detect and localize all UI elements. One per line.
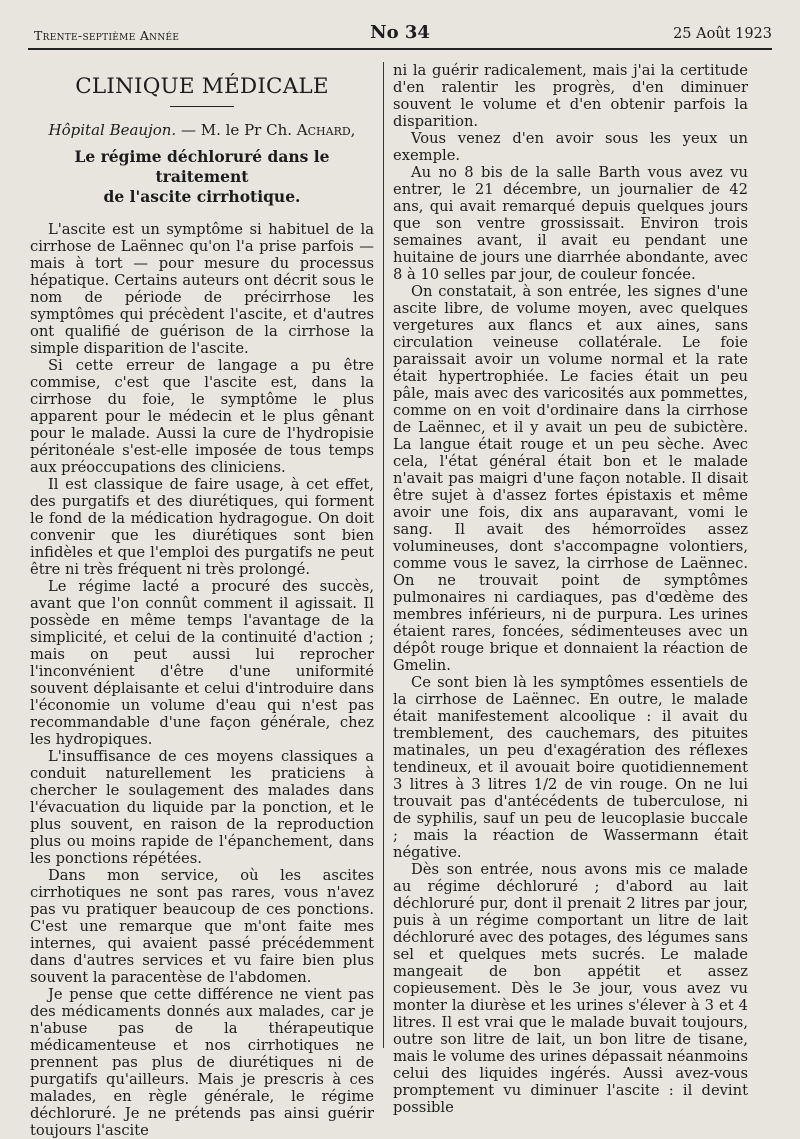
- paragraph: Le régime lacté a procuré des succès, avant que l'on connût comment il agissait. Il possède en même temps l'avantage de la simplicité, et celui de la continuité d'action ; mais on peut aussi lui reprocher l'inconvénient d'être d'une uniformité souvent déplaisante et celui d'introduire dans l'économie un volume d'eau qui n'est pas recommandable d'une façon générale, chez les hydropiques.: [30, 578, 374, 748]
- paragraph: Je pense que cette différence ne vient pas des médicaments donnés aux malades, car je n'abuse pas de la thérapeutique médicamenteuse et nos cirrhotiques ne prennent pas plus de diurétiques ni de purgatifs qu'ailleurs. Mais je prescris à ces malades, en règle générale, le régime déchloruré. Je ne prétends pas ainsi guérir toujours l'ascite: [30, 986, 374, 1139]
- article-title-line: Le régime déchloruré dans le traitement: [74, 147, 330, 186]
- paragraph: Si cette erreur de langage a pu être commise, c'est que l'ascite est, dans la cirrhose du foie, le symptôme le plus apparent pour le médecin et le plus gênant pour le malade. Aussi la cure de l'hydropisie péritonéale s'est-elle imposée de tous temps aux préoccupations des cliniciens.: [30, 357, 374, 476]
- page-header: [28, 22, 772, 50]
- article-title: [30, 147, 374, 207]
- paragraph: L'insuffisance de ces moyens classiques a conduit naturellement les praticiens à chercher le soulagement des malades dans l'évacuation du liquide par la ponction, et le plus souvent, en raison de la reproduction plus ou moins rapide de l'épanchement, dans les ponctions répétées.: [30, 748, 374, 867]
- paragraph: Ce sont bien là les symptômes essentiels de la cirrhose de Laënnec. En outre, le malade était manifestement alcoolique : il avait du tremblement, des cauchemars, des pituites matinales, un peu d'exagération des réflexes tendineux, et il avouait boire quotidiennement 3 litres à 3 litres 1/2 de vin rouge. On ne lui trouvait pas d'antécédents de tuberculose, ni de syphilis, sauf un peu de leucoplasie buccale ; mais la réaction de Wassermann était négative.: [393, 674, 748, 861]
- column-divider: [383, 62, 384, 1048]
- paragraph: Il est classique de faire usage, à cet effet, des purgatifs et des diurétiques, qui forment le fond de la médication hydragogue. On doit convenir que les diurétiques sont bien infidèles et que l'emploi des purgatifs ne peut être ni très fréquent ni très prolongé.: [30, 476, 374, 578]
- paragraph: Vous venez d'en avoir sous les yeux un exemple.: [393, 130, 748, 164]
- article-title-line: de l'ascite cirrhotique.: [103, 187, 301, 206]
- issue-number: No 34: [370, 22, 430, 43]
- paragraph: L'ascite est un symptôme si habituel de la cirrhose de Laënnec qu'on l'a prise parfois — mais à tort — pour mesure du processus hépatique. Certains auteurs ont décrit sous le nom de période de précirrhose les symptômes qui précèdent l'ascite, et d'autres ont qualifié de guérison de la cirrhose la simple disparition de l'ascite.: [30, 221, 374, 357]
- right-column: [393, 62, 748, 1116]
- hospital-name: Hôpital Beaujon.: [48, 121, 177, 139]
- paragraph: ni la guérir radicalement, mais j'ai la certitude d'en ralentir les progrès, d'en diminuer souvent le volume et d'en obtenir parfois la disparition.: [393, 62, 748, 130]
- paragraph: Dès son entrée, nous avons mis ce malade au régime déchloruré ; d'abord au lait déchloruré pur, dont il prenait 2 litres par jour, puis à un régime comportant un litre de lait déchloruré avec des potages, des légumes sans sel et quelques mets sucrés. Le malade mangeait de bon appétit et assez copieusement. Dès le 3e jour, vous avez vu monter la diurèse et les urines s'élever à 3 et 4 litres. Il est vrai que le malade buvait toujours, outre son litre de lait, un bon litre de tisane, mais le volume des urines dépassait néanmoins celui des liquides ingérés. Aussi avez-vous promptement vu diminuer l'ascite : il devint possible: [393, 861, 748, 1116]
- paragraph: On constatait, à son entrée, les signes d'une ascite libre, de volume moyen, avec quelques vergetures aux flancs et aux aines, sans circulation veineuse collatérale. Le foie paraissait avoir un volume normal et la rate était hypertrophiée. Le facies était un peu pâle, mais avec des varicosités aux pommettes, comme on en voit d'ordinaire dans la cirrhose de Laënnec, et il y avait un peu de subictère. La langue était rouge et un peu sèche. Avec cela, l'état général était bon et le malade n'avait pas maigri d'une façon notable. Il disait être sujet à d'assez fortes épistaxis et même avoir une fois, dix ans auparavant, vomi le sang. Il avait des hémorroïdes assez volumineuses, dont s'accompagne volontiers, comme vous le savez, la cirrhose de Laënnec. On ne trouvait point de symptômes pulmonaires ni cardiaques, pas d'œdème des membres inférieurs, ni de purpura. Les urines étaient rares, foncées, sédimenteuses avec un dépôt rouge brique et donnaient la réaction de Gmelin.: [393, 283, 748, 674]
- author-prefix: — M. le Pr Ch.: [176, 121, 297, 139]
- paragraph: Au no 8 bis de la salle Barth vous avez vu entrer, le 21 décembre, un journalier de 42 ans, qui avait remarqué depuis quelques jours que son ventre grossissait. Environ trois semaines avant, il avait eu pendant une huitaine de jours une diarrhée abondante, avec 8 à 10 selles par jour, de couleur foncée.: [393, 164, 748, 283]
- byline: [30, 121, 374, 139]
- paragraph: Dans mon service, où les ascites cirrhotiques ne sont pas rares, vous n'avez pas vu pratiquer beaucoup de ces ponctions. C'est une remarque que m'ont faite mes internes, qui avaient passé précédemment dans d'autres services et vu faire bien plus souvent la paracentèse de l'abdomen.: [30, 867, 374, 986]
- section-title: CLINIQUE MÉDICALE: [75, 74, 329, 99]
- volume-label: Trente-septième Année: [34, 28, 180, 43]
- title-divider: [170, 106, 234, 107]
- left-column: [30, 62, 374, 1139]
- author-name: Achard,: [296, 121, 356, 139]
- issue-date: 25 Août 1923: [673, 26, 772, 42]
